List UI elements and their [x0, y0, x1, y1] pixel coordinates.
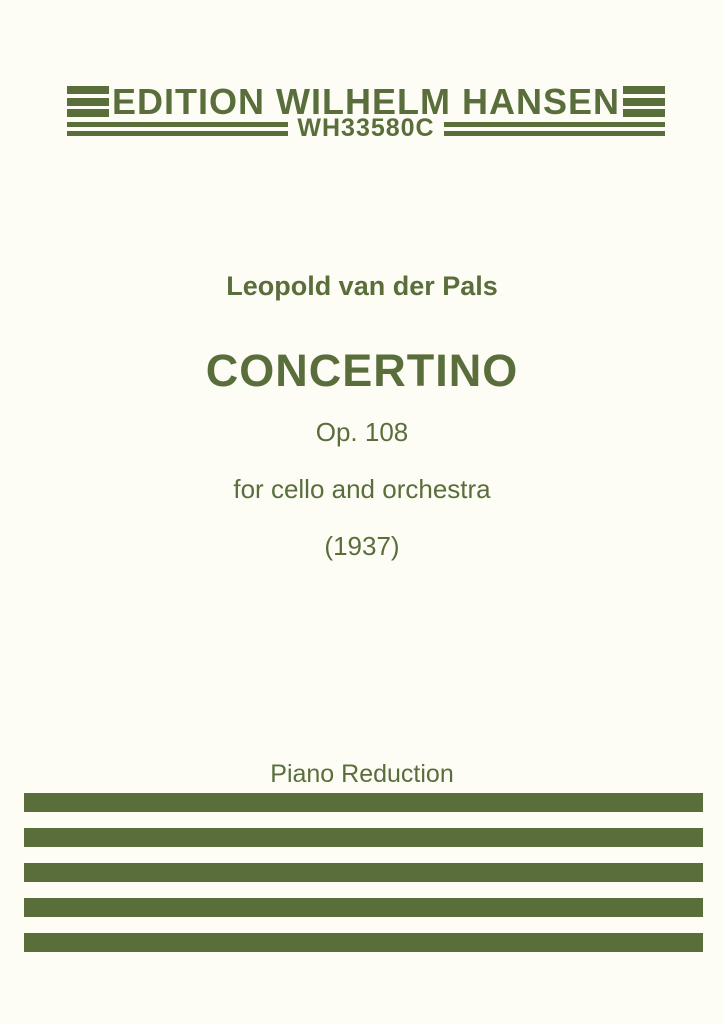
- publisher-name: EDITION WILHELM HANSEN: [112, 81, 620, 122]
- logo-left-lines-icon: [67, 86, 109, 117]
- logo-line: [444, 122, 665, 127]
- publisher-logo: [67, 81, 665, 142]
- footer-bar: [24, 933, 703, 952]
- logo-line: [67, 86, 109, 94]
- logo-line: [623, 109, 665, 117]
- composer-name: Leopold van der Pals: [226, 271, 498, 301]
- footer-bar: [24, 793, 703, 812]
- footer-bar: [24, 863, 703, 882]
- work-title: CONCERTINO: [205, 345, 519, 396]
- logo-top-row: [67, 81, 665, 122]
- footer-decorative-bars: [24, 793, 703, 968]
- composition-year: (1937): [324, 531, 400, 561]
- logo-line: [67, 98, 109, 106]
- logo-line: [444, 131, 665, 136]
- catalog-number: WH33580C: [297, 114, 435, 142]
- instrumentation-subtitle: for cello and orchestra: [233, 474, 491, 504]
- opus-number: Op. 108: [315, 417, 409, 447]
- footer-bar: [24, 828, 703, 847]
- logo-left-double-rule: [67, 122, 288, 136]
- logo-line: [67, 131, 288, 136]
- logo-line: [67, 109, 109, 117]
- logo-right-lines-icon: [623, 86, 665, 117]
- logo-right-double-rule: [444, 122, 665, 136]
- logo-bottom-row: [67, 114, 665, 142]
- logo-line: [67, 122, 288, 127]
- edition-type-label: Piano Reduction: [270, 760, 454, 788]
- logo-line: [623, 86, 665, 94]
- logo-line: [623, 98, 665, 106]
- footer-bar: [24, 898, 703, 917]
